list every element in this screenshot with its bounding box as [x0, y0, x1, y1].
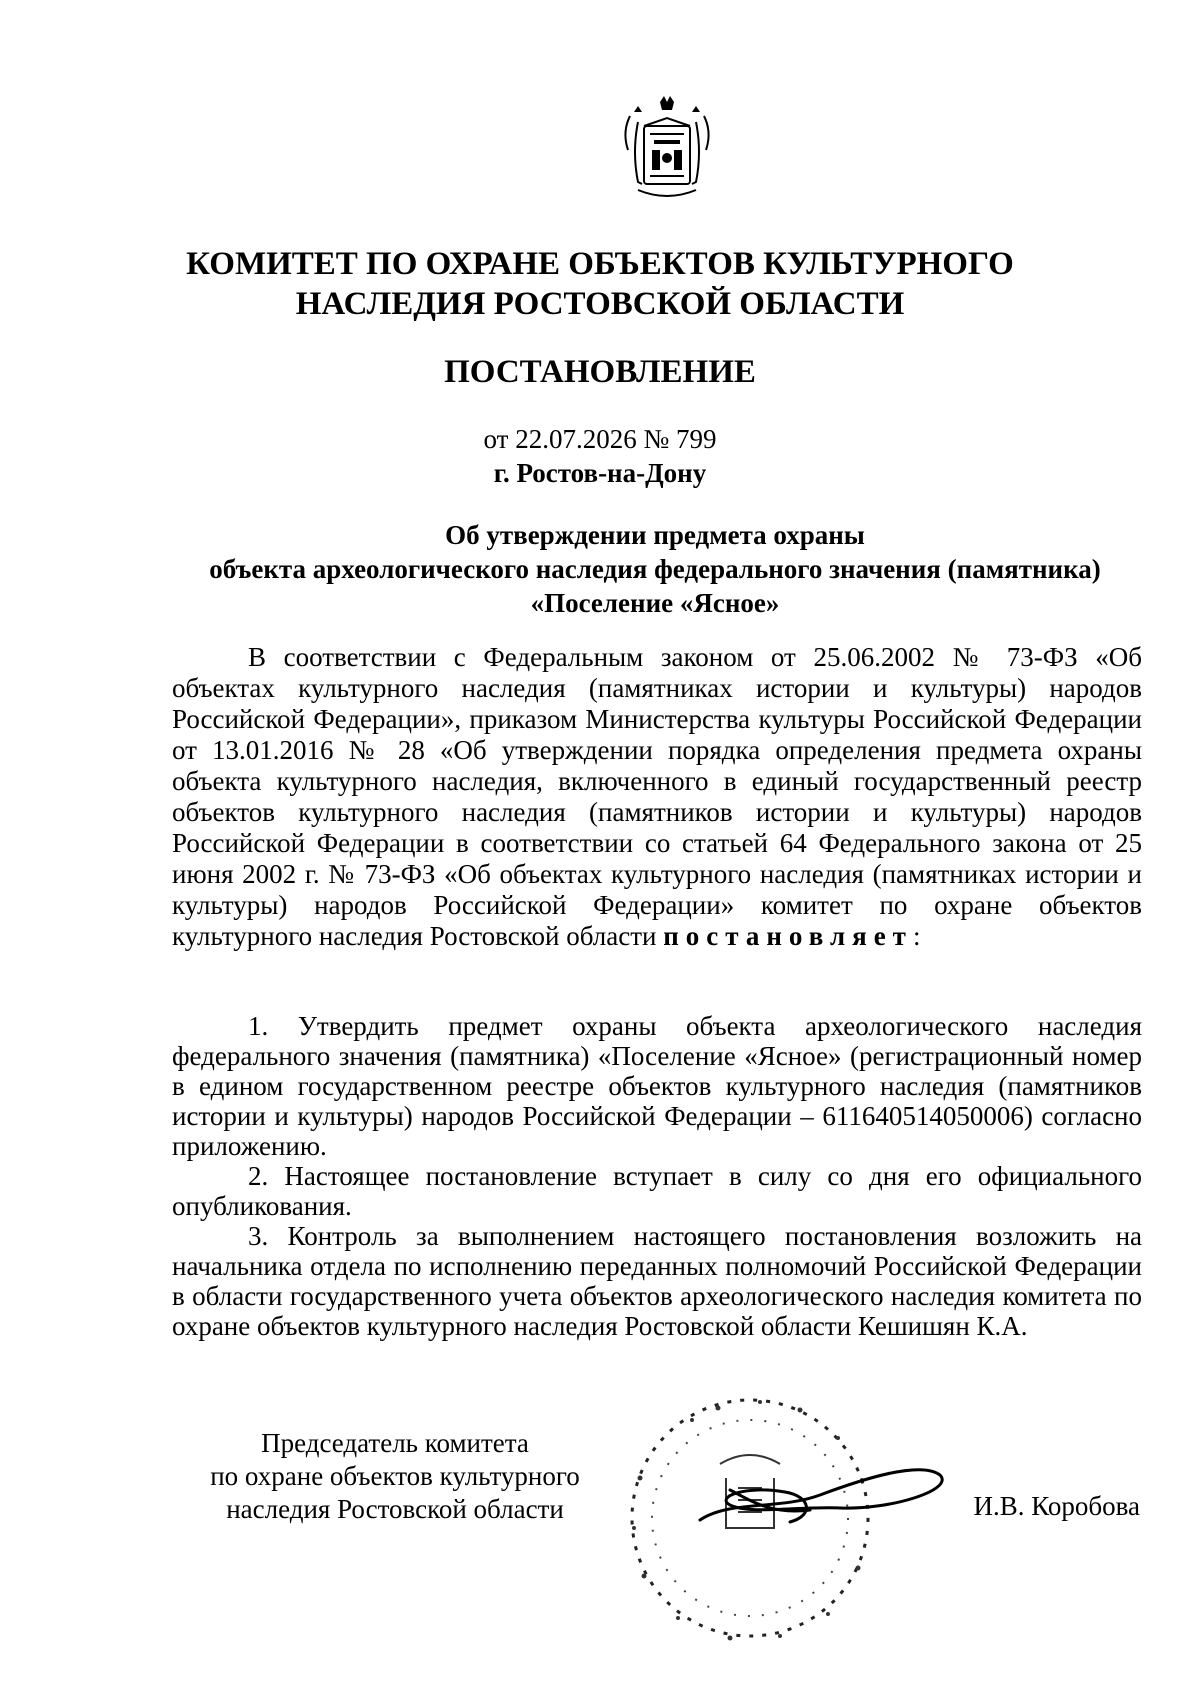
resolution-item-2: 2. Настоящее постановление вступает в силу со дня его официального опубликования.: [172, 1161, 1142, 1221]
city: г. Ростов-на-Дону: [493, 458, 707, 488]
position-line-3: наследия Ростовской области: [226, 1494, 564, 1524]
preamble-text: В соответствии с Федеральным законом от 25.06.2002 № 73-ФЗ «Об объектах культурного наследия (памятниках истории и культуры) народов Российской Федерации», приказом Министерства культуры Российской Федерации от 13.01.2016 № 28 «Об утверждении порядка определения предмета охраны объекта культурного наследия, включенного в единый государственный реестр объектов культурного наследия (памятников истории и культуры) народов Российской Федерации в соответствии со статьей 64 Федерального закона от 25 июня 2002 г. № 73-ФЗ «Об объектах культурного наследия (памятниках истории и культуры) народов Российской Федерации» комитет по охране объектов культурного наследия Ростовской области: [172, 642, 1142, 951]
resolution-items: [172, 1011, 1142, 1341]
position-line-1: Председатель комитета: [261, 1428, 529, 1458]
authority-line-2: НАСЛЕДИЯ РОСТОВСКОЙ ОБЛАСТИ: [295, 286, 905, 322]
document-type: ПОСТАНОВЛЕНИЕ: [444, 354, 756, 390]
signatory-position: [170, 1427, 620, 1526]
signatory-name: И.В. Коробова: [973, 1491, 1140, 1521]
handwritten-signature-icon: [690, 1440, 950, 1540]
subject-line-3: «Поселение «Ясное»: [530, 588, 780, 618]
document-subject: [170, 518, 1140, 620]
date-and-number: от 22.07.2026 № 799: [483, 424, 717, 454]
resolution-item-3: 3. Контроль за выполнением настоящего постановления возложить на начальника отдела по исполнению переданных полномочий Российской Федерации в области государственного учета объектов археологического наследия комитета по охране объектов культурного наследия Ростовской области Кешишян К.А.: [172, 1221, 1142, 1341]
coat-of-arms-icon: [608, 92, 726, 210]
preamble-paragraph: [172, 642, 1142, 952]
authority-line-1: КОМИТЕТ ПО ОХРАНЕ ОБЪЕКТОВ КУЛЬТУРНОГО: [186, 246, 1014, 282]
subject-line-2: объекта археологического наследия федерального значения (памятника): [209, 554, 1101, 584]
subject-line-1: Об утверждении предмета охраны: [445, 520, 865, 550]
issuing-authority: [0, 244, 1200, 324]
resolution-item-1: 1. Утвердить предмет охраны объекта археологического наследия федерального значения (памятника) «Поселение «Ясное» (регистрационный номер в едином государственном реестре объектов культурного наследия (памятников истории и культуры) народов Российской Федерации – 611640514050006) согласно приложению.: [172, 1011, 1142, 1161]
resolves-word: постановляет: [663, 921, 913, 951]
resolves-colon: :: [912, 921, 921, 951]
position-line-2: по охране объектов культурного: [210, 1461, 580, 1491]
